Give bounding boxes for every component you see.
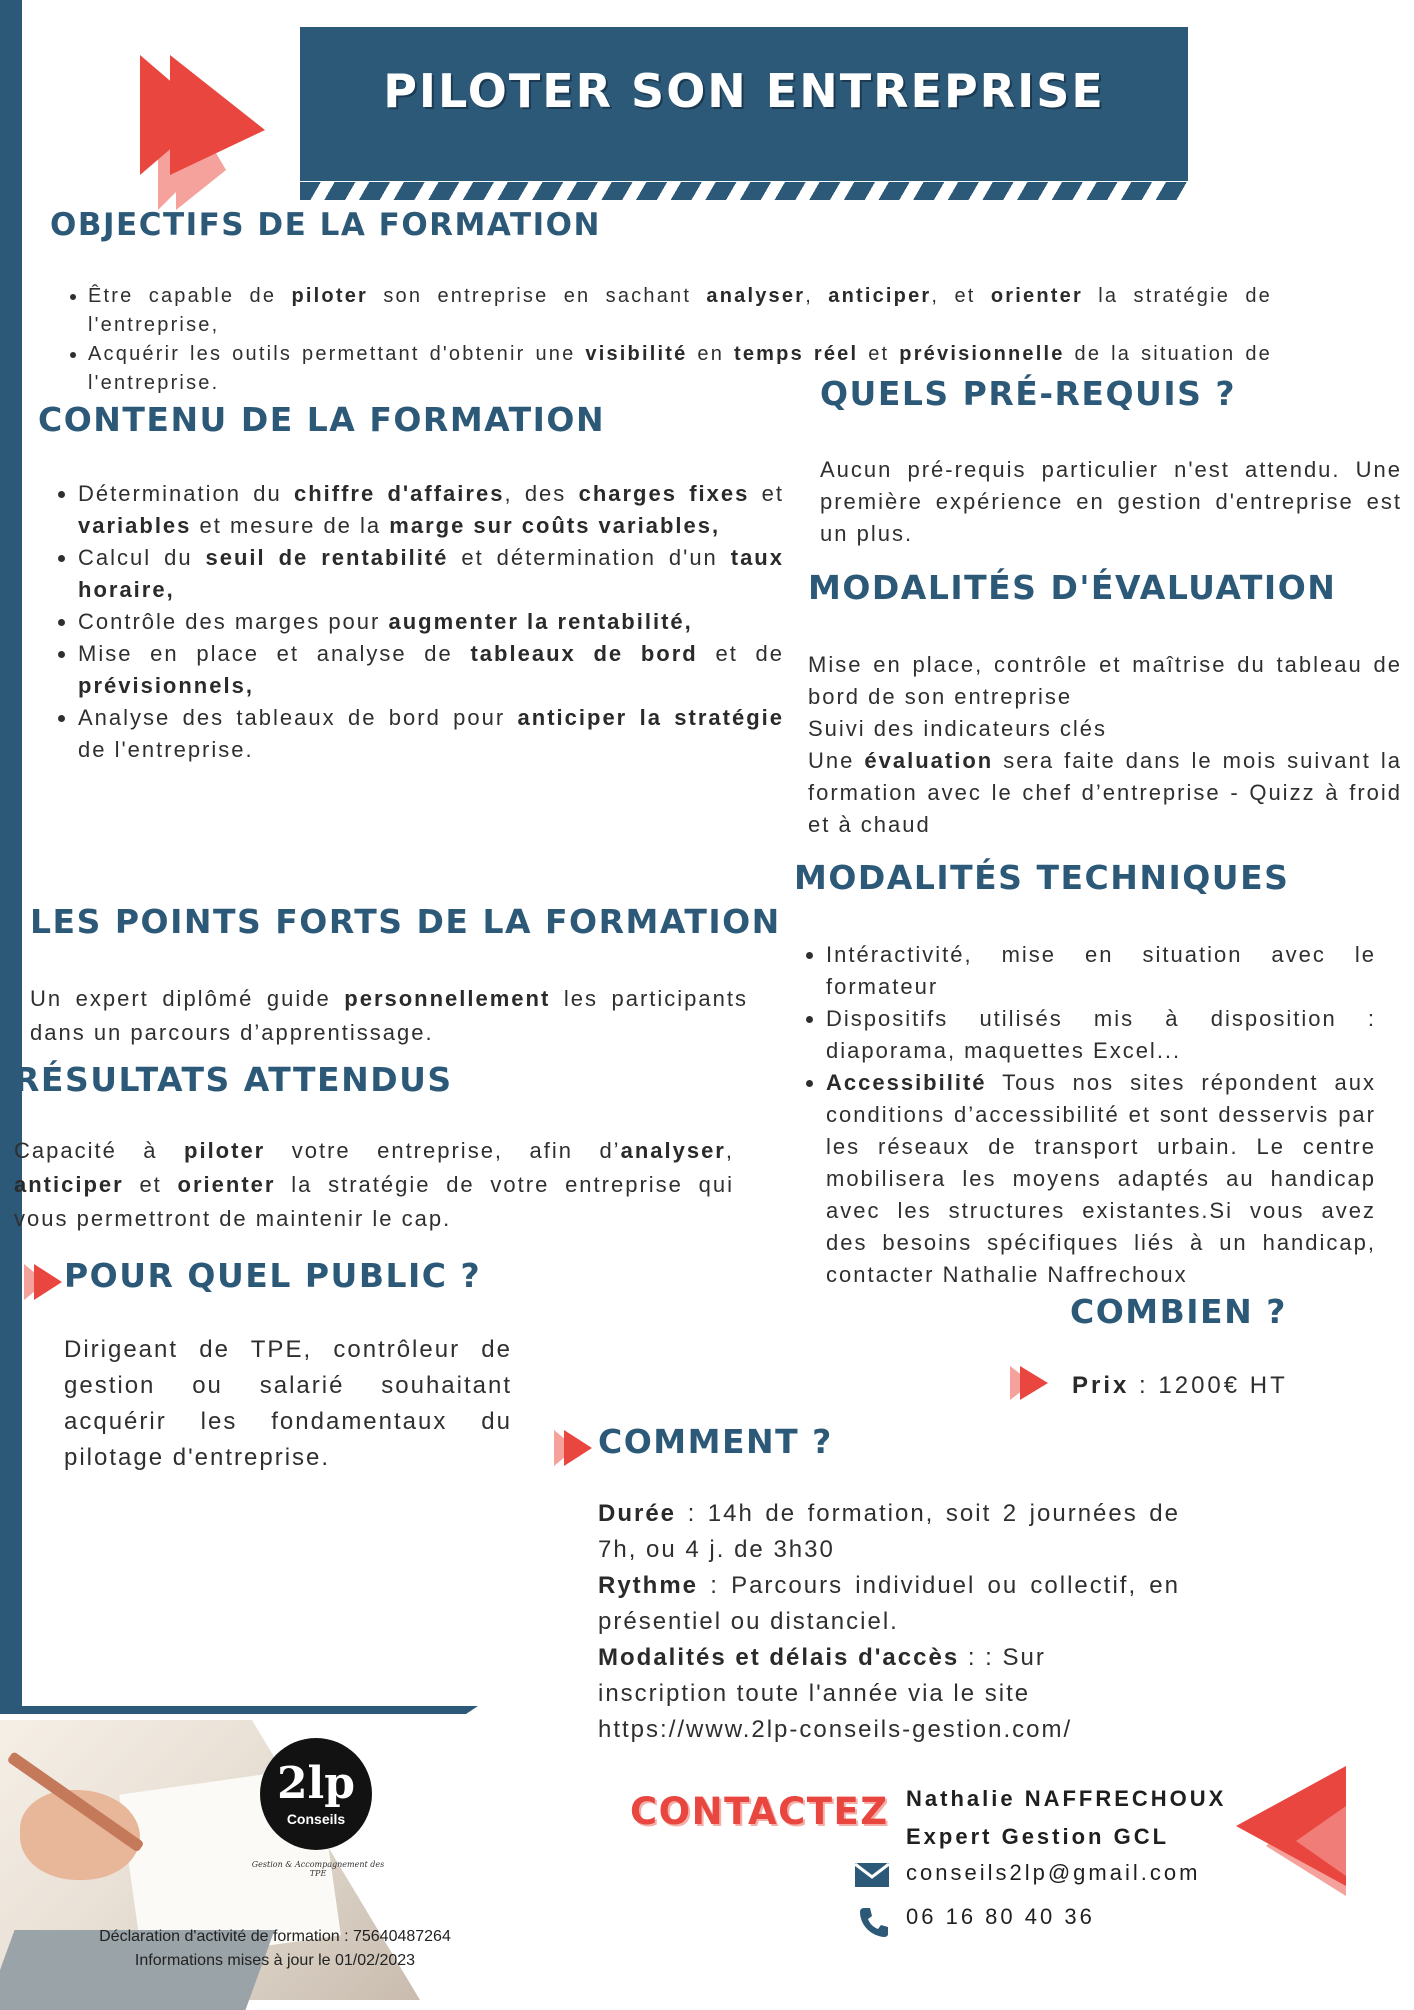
contact-phone[interactable]: 06 16 80 40 36 <box>906 1904 1095 1929</box>
evaluation-line-2: Suivi des indicateurs clés <box>808 716 1108 741</box>
comment-heading: COMMENT ? <box>598 1422 833 1461</box>
duree-label: Durée <box>598 1500 677 1527</box>
techniques-list <box>798 939 1376 1291</box>
footer-updated: Informations mises à jour le 01/02/2023 <box>134 1952 416 1969</box>
footer-declaration: Déclaration d'activité de formation : 75640487264 <box>99 1928 451 1945</box>
list-item: • Calcul du seuil de rentabilité et détermination d'un taux horaire, <box>78 542 784 606</box>
play-arrows-icon <box>554 1428 594 1468</box>
list-item: • Dispositifs utilisés mis à disposition : diaporama, maquettes Excel... <box>826 1003 1376 1067</box>
contact-name: Nathalie NAFFRECHOUX <box>906 1786 1227 1811</box>
resultats-text: Capacité à piloter votre entreprise, afin d’analyser, anticiper et orienter la stratégie de votre entreprise qui vous permettront de maintenir le cap. <box>14 1138 734 1231</box>
points-forts-heading: LES POINTS FORTS DE LA FORMATION <box>30 902 781 941</box>
list-item: • Analyse des tableaux de bord pour anticiper la stratégie de l'entreprise. <box>78 702 784 766</box>
logo-subtext: Conseils <box>286 1811 346 1827</box>
contenu-items <box>50 478 784 766</box>
techniques-items <box>798 939 1376 1291</box>
public-heading: POUR QUEL PUBLIC ? <box>64 1256 482 1295</box>
resultats-heading: RÉSULTATS ATTENDUS <box>14 1060 453 1099</box>
acces-text: : : Sur inscription toute l'année via le site https://www.2lp-conseils-gestion.com/ <box>598 1644 1073 1743</box>
objectifs-heading: OBJECTIFS DE LA FORMATION <box>50 207 601 243</box>
techniques-heading: MODALITÉS TECHNIQUES <box>794 858 1290 897</box>
bottom-accent-rule <box>0 1706 466 1714</box>
prerequis-heading: QUELS PRÉ-REQUIS ? <box>820 374 1236 413</box>
public-text: Dirigeant de TPE, contrôleur de gestion ou salarié souhaitant acquérir les fondamentaux du pilotage d'entreprise. <box>64 1336 512 1471</box>
comment-acces <box>598 1640 1180 1748</box>
list-item: • Acquérir les outils permettant d'obtenir une visibilité en temps réel et prévisionnelle de la situation de l'entreprise. <box>88 340 1272 398</box>
list-item: • Intéractivité, mise en situation avec le formateur <box>826 939 1376 1003</box>
rythme-label: Rythme <box>598 1572 699 1599</box>
play-arrows-icon <box>1236 1766 1346 1896</box>
left-accent-bar <box>0 0 22 1712</box>
contact-heading: CONTACTEZ <box>630 1790 889 1833</box>
prerequis-text: Aucun pré-requis particulier n'est attendu. Une première expérience en gestion d'entreprise est un plus. <box>820 457 1402 546</box>
comment-duree <box>598 1496 1180 1568</box>
rythme-text: : Parcours individuel ou collectif, en présentiel ou distanciel. <box>598 1572 1180 1635</box>
comment-text <box>598 1496 1180 1748</box>
acces-label: Modalités et délais d'accès <box>598 1644 960 1671</box>
list-item: • Détermination du chiffre d'affaires, des charges fixes et variables et mesure de la marge sur coûts variables, <box>78 478 784 542</box>
price-value: : 1200€ HT <box>1129 1372 1288 1399</box>
list-item: • Mise en place et analyse de tableaux de bord et de prévisionnels, <box>78 638 784 702</box>
list-item: • Contrôle des marges pour augmenter la rentabilité, <box>78 606 784 638</box>
contenu-heading: CONTENU DE LA FORMATION <box>38 400 606 439</box>
comment-rythme <box>598 1568 1180 1640</box>
evaluation-text <box>808 649 1402 841</box>
points-forts-text: Un expert diplômé guide personnellement les participants dans un parcours d’apprentissage. <box>30 986 748 1045</box>
evaluation-line-1: Mise en place, contrôle et maîtrise du tableau de bord de son entreprise <box>808 652 1402 709</box>
evaluation-heading: MODALITÉS D'ÉVALUATION <box>808 568 1337 607</box>
list-item: • Être capable de piloter son entreprise en sachant analyser, anticiper, et orienter la stratégie de l'entreprise, <box>88 282 1272 340</box>
combien-heading: COMBIEN ? <box>1070 1292 1287 1331</box>
logo-tagline: Gestion & Accompagnement des TPE <box>251 1860 385 1878</box>
play-arrows-icon <box>1010 1364 1050 1402</box>
logo-text: 2lp <box>276 1758 356 1809</box>
banner-hatch <box>300 182 1188 200</box>
phone-icon <box>858 1906 888 1938</box>
list-item: • Accessibilité Tous nos sites répondent aux conditions d’accessibilité et sont desservis par les réseaux de transport urbain. Le centre mobilisera les moyens adaptés au handicap avec les structures existantes.Si vous avez des besoins spécifiques liés à un handicap, contacter Nathalie Naffrechoux <box>826 1067 1376 1291</box>
play-arrows-icon <box>24 1262 64 1302</box>
price-label: Prix <box>1072 1372 1130 1399</box>
contenu-list <box>50 478 784 766</box>
evaluation-line-3: Une évaluation sera faite dans le mois suivant la formation avec le chef d’entreprise - Quizz à froid et à chaud <box>808 748 1402 837</box>
duree-text: : 14h de formation, soit 2 journées de 7h, ou 4 j. de 3h30 <box>598 1500 1180 1563</box>
mail-icon <box>854 1862 890 1888</box>
play-arrows-icon <box>140 55 270 215</box>
price-line <box>1072 1370 1372 1402</box>
contact-email[interactable]: conseils2lp@gmail.com <box>906 1860 1201 1885</box>
page-title: PILOTER SON ENTREPRISE <box>383 64 1105 118</box>
contact-role: Expert Gestion GCL <box>906 1824 1170 1849</box>
